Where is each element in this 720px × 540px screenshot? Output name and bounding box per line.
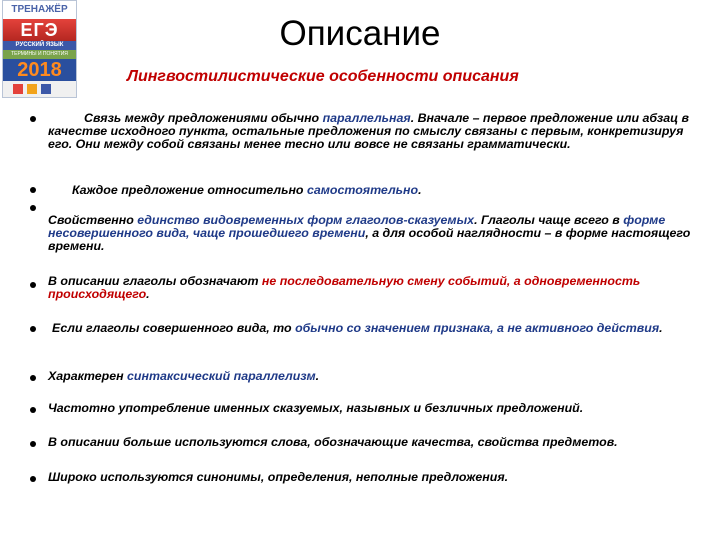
logo-year: 2018 xyxy=(3,59,76,81)
bullet-dot xyxy=(30,375,36,381)
logo-band: ТЕРМИНЫ И ПОНЯТИЯ xyxy=(3,50,76,59)
bullet-dot xyxy=(30,187,36,193)
slide-subtitle: Лингвостилистические особенности описания xyxy=(127,68,519,85)
logo-top-text: ТРЕНАЖЁР xyxy=(3,1,76,19)
list-item: Каждое предложение относительно самостоятельно. xyxy=(72,183,422,197)
bullet-dot xyxy=(30,282,36,288)
bullet-dot xyxy=(30,476,36,482)
bullet-dot xyxy=(30,116,36,122)
bullet-dot xyxy=(30,326,36,332)
slide-title: Описание xyxy=(279,14,441,53)
logo-subject: РУССКИЙ ЯЗЫК xyxy=(3,41,76,50)
list-item: Частотно употребление именных сказуемых, назывных и безличных предложений. xyxy=(48,401,584,415)
bullet-dot xyxy=(30,407,36,413)
list-item: Свойственно единство видовременных форм глаголов-сказуемых. Глаголы чаще всего в форме несовершенного вида, чаще прошедшего времени, а для особой наглядности – в форме настоящего времени. xyxy=(48,213,691,253)
list-item: Широко используются синонимы, определения, неполные предложения. xyxy=(48,470,509,484)
list-item: В описании больше используются слова, обозначающие качества, свойства предметов. xyxy=(48,435,618,449)
list-item: Если глаголы совершенного вида, то обычно со значением признака, а не активного действия. xyxy=(52,321,663,335)
bullet-dot xyxy=(30,441,36,447)
logo-brand: ЕГЭ xyxy=(3,19,76,41)
list-item: В описании глаголы обозначают не последовательную смену событий, а одновременность происходящего. xyxy=(48,274,641,301)
bullet-dot xyxy=(30,205,36,211)
list-item: Связь между предложениями обычно параллельная. Вначале – первое предложение или абзац в качестве исходного пункта, остальные предложения по смыслу связаны с первым, конкретизируя его. Они между собой связаны менее тесно или вовсе не связаны грамматически. xyxy=(48,111,690,151)
list-item: Характерен синтаксический параллелизм. xyxy=(48,369,320,383)
